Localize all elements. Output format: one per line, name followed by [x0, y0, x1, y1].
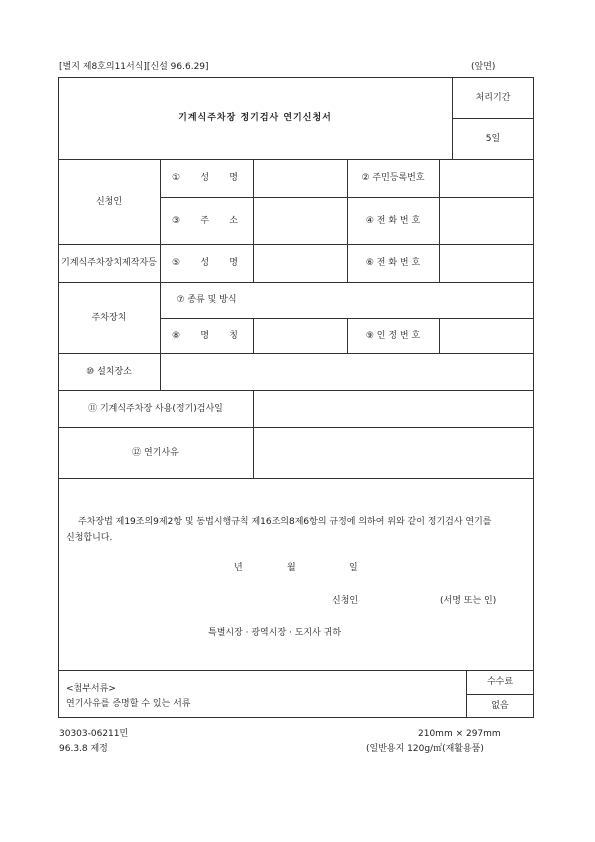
label-number: ⑧	[172, 330, 181, 341]
page-side-label: (앞면)	[471, 62, 496, 72]
divider	[439, 159, 440, 282]
paper-size: 210mm × 297mm	[418, 729, 501, 739]
recipient-label: 특별시장 · 광역시장 · 도지사 귀하	[208, 628, 342, 638]
applicant-name-label	[172, 159, 238, 197]
form-title: 기계식주차장 정기검사 연기신청서	[178, 113, 332, 123]
date-month-label: 월	[287, 563, 296, 573]
divider	[439, 318, 440, 353]
inspection-date-label: ⑪ 기계식주차장 사용(정기)검사일	[88, 403, 223, 414]
date-year-label: 년	[234, 563, 243, 573]
applicant-sign-label: 신청인	[332, 596, 359, 606]
label-char: 성	[200, 173, 210, 183]
divider	[253, 159, 254, 282]
applicant-address-label	[172, 197, 238, 244]
resident-id-label: ② 주민등록번호	[361, 173, 425, 183]
fee-value: 없음	[491, 701, 509, 711]
processing-period-value: 5일	[485, 133, 501, 144]
label-char: 성	[200, 258, 210, 268]
label-number: ③	[172, 215, 181, 226]
date-day-label: 일	[349, 563, 358, 573]
label-number: ⑤	[172, 258, 181, 268]
application-statement: 주차장법 제19조의9제2항 및 동법시행규칙 제16조의8제6항의 규정에 의하여 위와 같이 정기검사 연기를 신청합니다.	[66, 517, 492, 543]
label-char: 소	[229, 215, 238, 226]
installation-location-label: ⑩ 설치장소	[86, 366, 132, 377]
label-char: 명	[229, 258, 238, 268]
divider	[160, 159, 161, 353]
paper-type: (일반용지 120g/㎡(재활용품)	[366, 744, 484, 754]
device-section-label: 주차장치	[91, 312, 127, 323]
applicant-phone-label: ④ 전 화 번 호	[365, 215, 421, 226]
manufacturer-name-label	[172, 244, 238, 282]
processing-period-label: 처리기간	[475, 92, 511, 103]
label-char: 명	[229, 173, 238, 183]
enacted-date: 96.3.8 제정	[59, 744, 108, 754]
device-type-label: ⑦ 종류 및 방식	[176, 295, 237, 305]
divider	[253, 390, 254, 478]
label-char: 주	[200, 215, 210, 226]
manufacturer-section-label: 기계식주차장치제작자등	[61, 258, 157, 268]
divider	[160, 353, 161, 390]
device-title-label	[172, 318, 238, 353]
postponement-reason-label: ⑫ 연기사유	[132, 447, 179, 458]
label-number: ①	[172, 173, 181, 183]
label-char: 칭	[229, 330, 238, 341]
attachments-item: 연기사유를 증명할 수 있는 서류	[66, 699, 191, 709]
divider	[253, 318, 254, 353]
form-code: 30303-06211민	[59, 729, 129, 739]
divider	[58, 670, 534, 671]
form-reference: [별지 제8호의11서식][신설 96.6.29]	[59, 62, 209, 72]
signature-label: (서명 또는 인)	[440, 596, 497, 606]
fee-label: 수수료	[486, 677, 514, 687]
attachments-heading: <첨부서류>	[66, 684, 116, 694]
label-char: 명	[200, 330, 210, 341]
applicant-section-label: 신청인	[95, 196, 123, 207]
manufacturer-phone-label: ⑥ 전 화 번 호	[365, 258, 421, 268]
divider	[58, 478, 534, 479]
certification-number-label: ⑨ 인 정 번 호	[365, 330, 421, 341]
